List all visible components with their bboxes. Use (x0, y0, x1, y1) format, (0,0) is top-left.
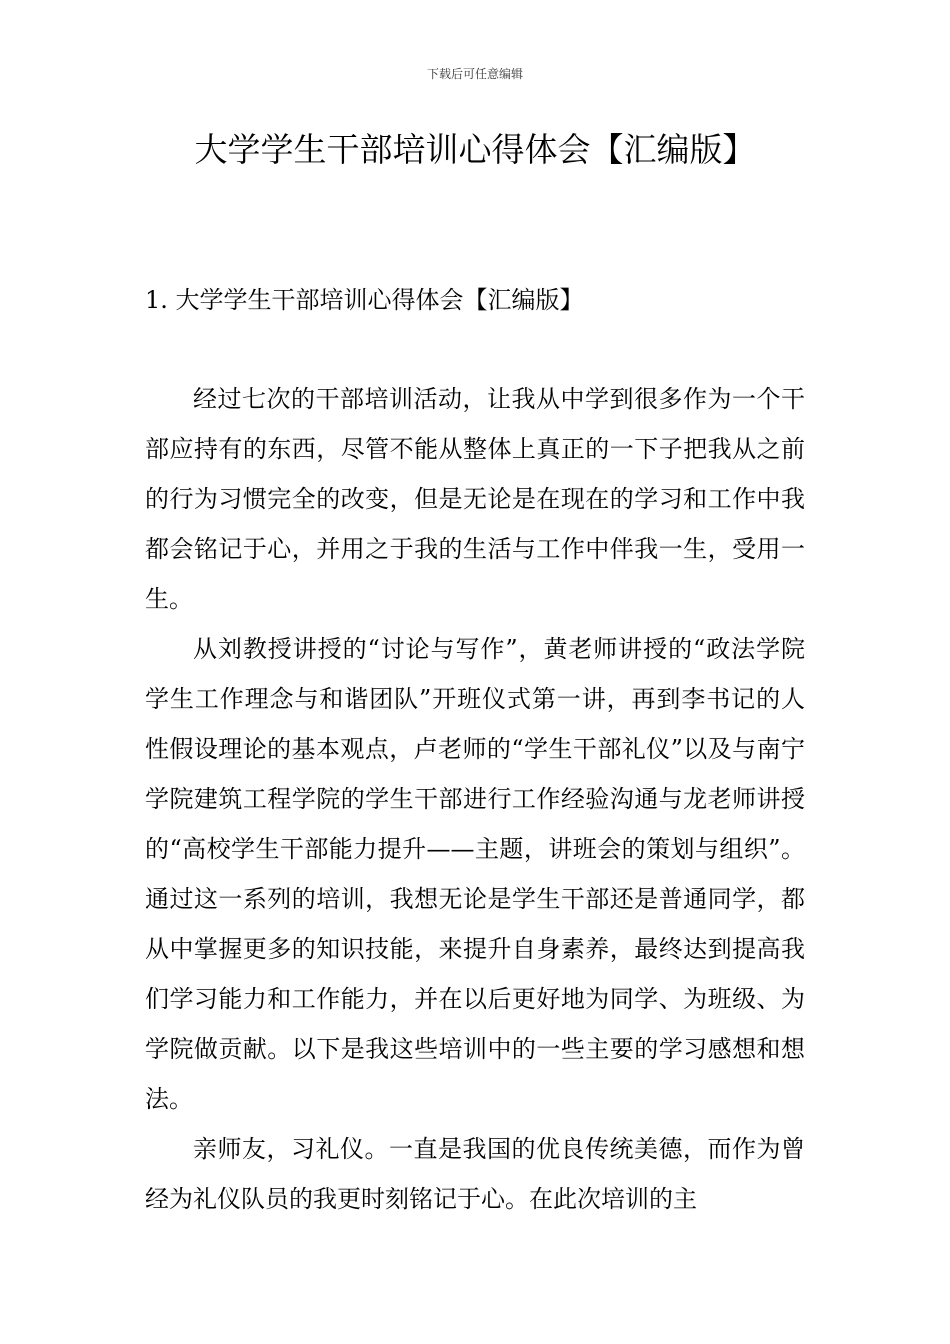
document-title: 大学学生干部培训心得体会【汇编版】 (194, 130, 756, 169)
paragraph-3: 亲师友，习礼仪。一直是我国的优良传统美德，而作为曾经为礼仪队员的我更时刻铭记于心。在此次培训的主 (145, 1135, 805, 1213)
document-body (145, 374, 805, 1224)
section-heading: 1. 大学学生干部培训心得体会【汇编版】 (145, 286, 584, 314)
paragraph-1: 经过七次的干部培训活动，让我从中学到很多作为一个干部应持有的东西，尽管不能从整体上真正的一下子把我从之前的行为习惯完全的改变，但是无论是在现在的学习和工作中我都会铭记于心，并用之于我的生活与工作中伴我一生，受用一生。 (145, 385, 805, 613)
header-note: 下载后可任意编辑 (426, 67, 523, 81)
paragraph-2: 从刘教授讲授的“讨论与写作”，黄老师讲授的“政法学院学生工作理念与和谐团队”开班仪式第一讲，再到李书记的人性假设理论的基本观点，卢老师的“学生干部礼仪”以及与南宁学院建筑工程学院的学生干部进行工作经验沟通与龙老师讲授的“高校学生干部能力提升——主题，讲班会的策划与组织”。通过这一系列的培训，我想无论是学生干部还是普通同学，都从中掌握更多的知识技能，来提升自身素养，最终达到提高我们学习能力和工作能力，并在以后更好地为同学、为班级、为学院做贡献。以下是我这些培训中的一些主要的学习感想和想法。 (145, 635, 805, 1113)
